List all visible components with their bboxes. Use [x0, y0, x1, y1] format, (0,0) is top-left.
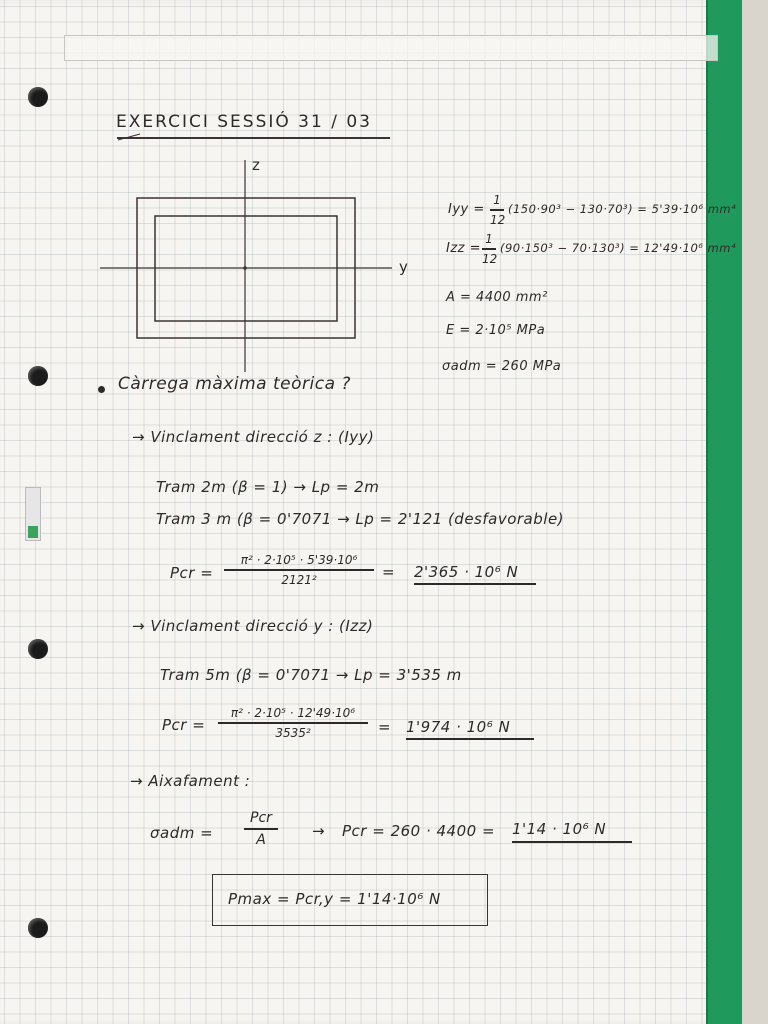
crushing-result-underline	[512, 841, 632, 843]
crushing-heading: → Aixafament :	[130, 772, 251, 790]
crushing-result: 1'14 · 10⁶ N	[512, 820, 607, 838]
buckling-z-pcr-lhs: Pcr =	[170, 564, 214, 582]
crushing-fraction	[244, 810, 278, 848]
iyy-frac-den: 12	[490, 212, 506, 227]
izz-lhs: Izz =	[446, 241, 482, 256]
iyy-formula: (150·90³ − 130·70³) = 5'39·10⁶ mm⁴	[508, 202, 737, 216]
buckling-y-heading: → Vinclament direcció y : (Izz)	[132, 617, 374, 635]
buckling-z-result: 2'365 · 10⁶ N	[414, 563, 519, 581]
crushing-frac-num: Pcr	[250, 810, 272, 826]
bullet-dot	[98, 386, 105, 393]
buckling-z-pcr-num: π² · 2·10⁵ · 5'39·10⁶	[240, 553, 358, 567]
section-heading: Càrrega màxima teòrica ?	[118, 374, 351, 394]
buckling-z-result-underline	[414, 583, 536, 585]
izz-formula: (90·150³ − 70·130³) = 12'49·10⁶ mm⁴	[500, 241, 737, 255]
title-tick	[118, 134, 140, 140]
buckling-z-line2: Tram 3 m (β = 0'7071 → Lp = 2'121 (desfavorable)	[156, 510, 565, 528]
buckling-z-equals: =	[382, 563, 396, 581]
buckling-y-equals: =	[378, 718, 392, 736]
sigma-adm-value: σadm = 260 MPa	[442, 359, 562, 374]
page-title: EXERCICI SESSIÓ 31 / 03	[116, 112, 372, 132]
buckling-y-result-underline	[406, 738, 534, 740]
buckling-y-pcr-num: π² · 2·10⁵ · 12'49·10⁶	[230, 706, 356, 720]
buckling-y-line1: Tram 5m (β = 0'7071 → Lp = 3'535 m	[160, 666, 462, 684]
buckling-y-pcr-lhs: Pcr =	[162, 716, 206, 734]
iyy-lhs: Iyy =	[448, 202, 485, 217]
iyy-frac-num: 1	[493, 193, 501, 207]
crushing-sigma-lhs: σadm =	[150, 824, 214, 842]
buckling-z-pcr-fraction	[224, 553, 374, 587]
crushing-calc: Pcr = 260 · 4400 =	[342, 822, 496, 840]
izz-frac-num: 1	[485, 232, 493, 246]
buckling-y-result: 1'974 · 10⁶ N	[406, 718, 511, 736]
modulus-value: E = 2·10⁵ MPa	[446, 323, 546, 338]
buckling-z-line1: Tram 2m (β = 1) → Lp = 2m	[156, 478, 380, 496]
final-result: Pmax = Pcr,y = 1'14·10⁶ N	[228, 890, 441, 908]
crushing-frac-den: A	[256, 831, 266, 848]
z-axis-label: z	[252, 156, 261, 174]
y-axis-label: y	[399, 258, 409, 276]
iyy-fraction	[490, 193, 504, 227]
izz-frac-den: 12	[482, 251, 498, 266]
centroid-point	[243, 266, 247, 270]
buckling-z-pcr-den: 2121²	[281, 572, 317, 587]
buckling-y-pcr-den: 3535²	[275, 725, 311, 740]
buckling-z-heading: → Vinclament direcció z : (Iyy)	[132, 428, 375, 446]
buckling-y-pcr-fraction	[218, 706, 368, 740]
izz-fraction	[482, 232, 496, 266]
crushing-arrow: →	[312, 822, 326, 840]
area-value: A = 4400 mm²	[446, 290, 548, 305]
